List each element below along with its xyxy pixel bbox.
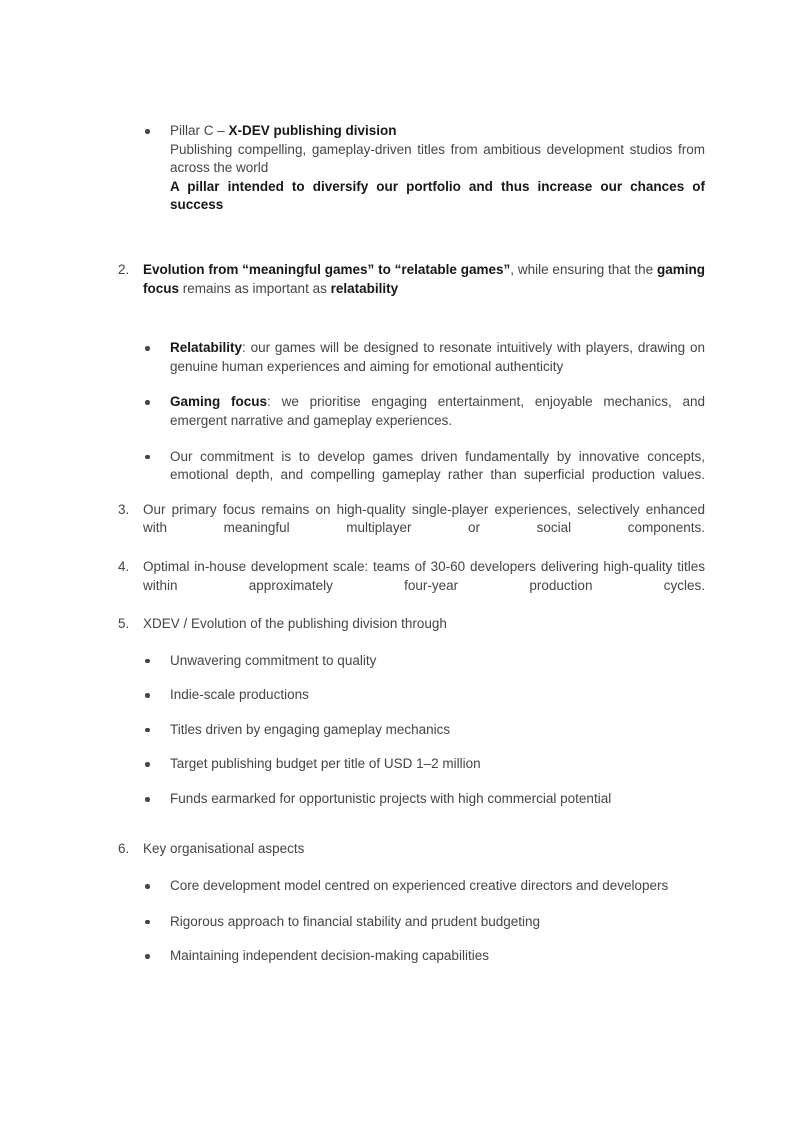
item-4-text: Optimal in-house development scale: teams of 30-60 developers delivering high-quality titles within approximately four-year production cycles. — [143, 558, 705, 593]
bullet-icon — [145, 884, 150, 889]
bullet-icon — [145, 400, 150, 405]
bullet-icon — [145, 455, 150, 460]
bullet-icon — [145, 762, 150, 767]
bullet-text: Funds earmarked for opportunistic projects with high commercial potential — [170, 791, 612, 807]
list-item-funds — [145, 790, 705, 809]
bullet-text: Core development model centred on experienced creative directors and developers — [170, 878, 669, 894]
item-number: 4. — [118, 558, 130, 574]
list-item-gaming-focus — [145, 393, 705, 430]
commitment-text: Our commitment is to develop games driven fundamentally by innovative concepts, emotional depth, and compelling gameplay rather than superficial production values. — [170, 448, 705, 483]
item-number: 3. — [118, 501, 130, 517]
relatability-text: Relatability: our games will be designed to resonate intuitively with players, drawing on genuine human experiences and aiming for emotional authenticity — [170, 340, 705, 374]
bullet-text: Indie-scale productions — [170, 687, 309, 703]
list-item-indie-scale — [145, 686, 705, 705]
list-item-6 — [118, 840, 705, 859]
pillar-emphasis: A pillar intended to diversify our portfolio and thus increase our chances of success — [170, 178, 705, 213]
bullet-icon — [145, 659, 150, 664]
item-number: 2. — [118, 261, 130, 277]
list-item-4 — [118, 558, 705, 595]
item-5-text: XDEV / Evolution of the publishing division through — [143, 616, 447, 632]
bullet-text: Unwavering commitment to quality — [170, 652, 377, 668]
list-item-independent — [145, 947, 705, 966]
gaming-focus-text: Gaming focus: we prioritise engaging entertainment, enjoyable mechanics, and emergent narrative and gameplay experiences. — [170, 394, 705, 428]
pillar-title: Pillar C – X-DEV publishing division — [170, 123, 397, 138]
item-2-text: Evolution from “meaningful games” to “relatable games”, while ensuring that the gaming focus remains as important as relatability — [143, 261, 705, 296]
list-item-pillar-c — [145, 122, 705, 215]
list-item-5 — [118, 615, 705, 634]
bullet-icon — [145, 797, 150, 802]
list-item-3 — [118, 501, 705, 538]
document-content — [118, 122, 705, 966]
bullet-text: Titles driven by engaging gameplay mechanics — [170, 721, 451, 737]
list-item-relatability — [145, 339, 705, 376]
item-number: 6. — [118, 840, 130, 856]
list-item-quality — [145, 652, 705, 671]
item-number: 5. — [118, 616, 130, 632]
bullet-icon — [145, 954, 150, 959]
bullet-icon — [145, 728, 150, 733]
bullet-icon — [145, 920, 150, 925]
list-item-rigorous — [145, 913, 705, 932]
bullet-icon — [145, 346, 150, 351]
bullet-text: Target publishing budget per title of USD 1–2 million — [170, 756, 481, 772]
bullet-text: Maintaining independent decision-making capabilities — [170, 948, 489, 964]
item-3-text: Our primary focus remains on high-quality single-player experiences, selectively enhanced with meaningful multiplayer or social components. — [143, 501, 705, 536]
list-item-titles-driven — [145, 721, 705, 740]
bullet-icon — [145, 129, 150, 134]
list-item-commitment — [145, 448, 705, 485]
list-item-core-model — [145, 877, 705, 896]
list-item-budget — [145, 755, 705, 774]
pillar-description: Publishing compelling, gameplay-driven titles from ambitious development studios from across the world — [170, 141, 705, 176]
bullet-text: Rigorous approach to financial stability and prudent budgeting — [170, 913, 540, 929]
list-item-2 — [118, 261, 705, 298]
bullet-icon — [145, 693, 150, 698]
item-6-text: Key organisational aspects — [143, 840, 305, 856]
